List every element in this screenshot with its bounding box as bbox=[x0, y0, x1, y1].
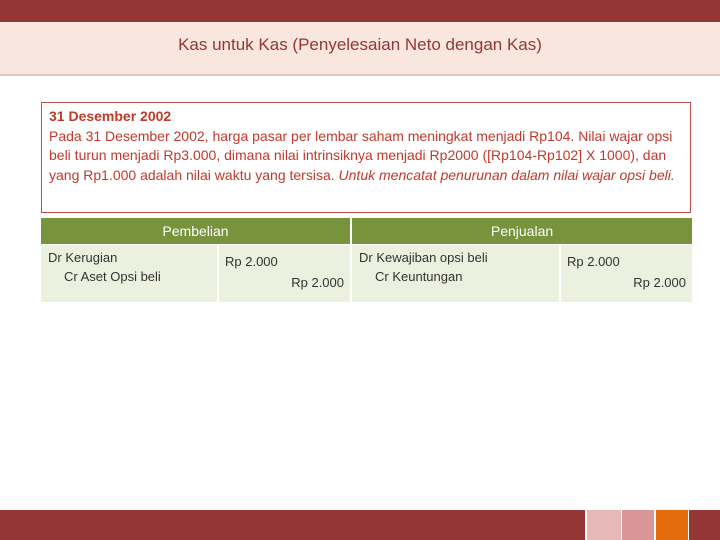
sale-debit-amount: Rp 2.000 bbox=[567, 254, 620, 269]
slide-header bbox=[0, 22, 720, 76]
sale-credit-account: Cr Keuntungan bbox=[375, 269, 463, 284]
footer-segment-end bbox=[689, 510, 720, 540]
footer-segment-main bbox=[0, 510, 585, 540]
header-penjualan: Penjualan bbox=[352, 218, 692, 244]
content-box bbox=[41, 102, 691, 213]
content-italic-note: Untuk mencatat penurunan dalam nilai wajar opsi beli. bbox=[338, 166, 675, 183]
purchase-debit-amount: Rp 2.000 bbox=[225, 254, 278, 269]
content-heading: 31 Desember 2002 bbox=[49, 108, 172, 124]
content-text: Pada 31 Desember 2002, harga pasar per lembar saham meningkat menjadi Rp104. Nilai wajar opsi beli turun menjadi Rp3.000, dimana nilai intrinsiknya menjadi Rp2000 ([Rp104-Rp102] X 1000), dan yang Rp1.000 adalah nilai waktu yang tersisa. bbox=[49, 127, 673, 183]
slide-title: Kas untuk Kas (Penyelesaian Neto dengan Kas) bbox=[178, 35, 542, 54]
purchase-credit-account: Cr Aset Opsi beli bbox=[64, 269, 161, 284]
sale-debit-account: Dr Kewajiban opsi beli bbox=[359, 250, 488, 265]
sale-amounts-cell bbox=[561, 245, 692, 302]
purchase-amounts-cell bbox=[219, 245, 350, 302]
purchase-accounts-cell bbox=[41, 245, 217, 302]
content-paragraph bbox=[49, 127, 683, 186]
footer-segment-pink bbox=[622, 510, 654, 540]
footer-segment-orange bbox=[656, 510, 688, 540]
sale-credit-amount: Rp 2.000 bbox=[633, 275, 686, 290]
top-bar bbox=[0, 0, 720, 22]
footer-segment-light-pink bbox=[587, 510, 621, 540]
journal-table bbox=[41, 218, 692, 302]
purchase-debit-account: Dr Kerugian bbox=[48, 250, 118, 265]
header-pembelian: Pembelian bbox=[41, 218, 350, 244]
footer-bar bbox=[0, 510, 720, 540]
purchase-credit-amount: Rp 2.000 bbox=[291, 275, 344, 290]
sale-accounts-cell bbox=[352, 245, 559, 302]
